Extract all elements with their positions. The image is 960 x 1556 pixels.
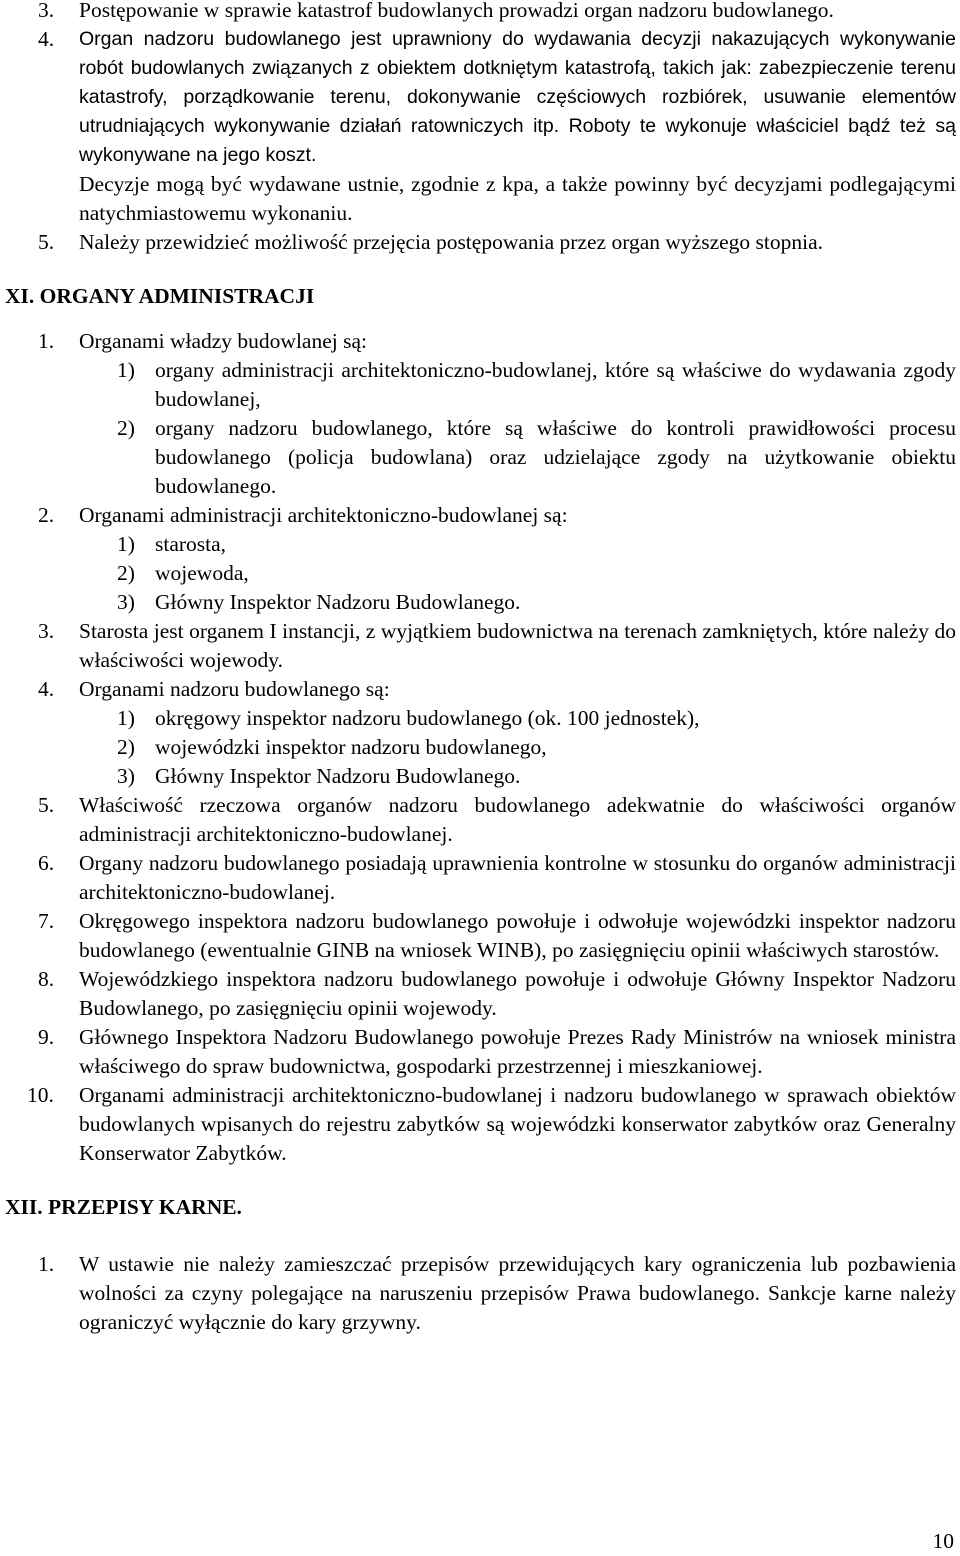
list-item-number: 4.	[38, 677, 55, 701]
xi-item-4-sub-1	[0, 704, 960, 733]
xi-item-2	[0, 501, 960, 530]
xi-item-8	[0, 965, 960, 1023]
list-item-text: Właściwość rzeczowa organów nadzoru budowlanego adekwatnie do właściwości organów administracji architektoniczno-budowlanej.	[79, 793, 956, 846]
list-item-text: Głównego Inspektora Nadzoru Budowlanego powołuje Prezes Rady Ministrów na wniosek ministra właściwego do spraw budownictwa, gospodarki przestrzennej i mieszkaniowej.	[79, 1025, 956, 1078]
sub-item-text: Główny Inspektor Nadzoru Budowlanego.	[155, 590, 521, 614]
sub-item-number: 1)	[117, 358, 135, 382]
sub-item-text: okręgowy inspektor nadzoru budowlanego (ok. 100 jednostek),	[155, 706, 700, 730]
xi-item-7	[0, 907, 960, 965]
list-item-text: Organami administracji architektoniczno-budowlanej i nadzoru budowlanego w sprawach obiektów budowlanych wpisanych do rejestru zabytków są wojewódzki konserwator zabytków oraz Generalny Konserwator Zabytków.	[79, 1083, 956, 1165]
sub-item-number: 1)	[117, 532, 135, 556]
sub-item-text: organy nadzoru budowlanego, które są właściwe do kontroli prawidłowości procesu budowlanego (policja budowlana) oraz udzielające zgody na użytkowanie obiektu budowlanego.	[155, 416, 956, 498]
xi-item-1	[0, 327, 960, 356]
list-item-number: 2.	[38, 503, 55, 527]
sub-item-number: 1)	[117, 706, 135, 730]
list-item-text: Okręgowego inspektora nadzoru budowlanego powołuje i odwołuje wojewódzki inspektor nadzoru budowlanego (ewentualnie GINB na wniosek WINB), po zasięgnięciu opinii właściwych starostów.	[79, 909, 956, 962]
list-item-text-continued: Decyzje mogą być wydawane ustnie, zgodnie z kpa, a także powinny być decyzjami podlegającymi natychmiastowemu wykonaniu.	[79, 172, 956, 225]
list-item-number: 5.	[38, 793, 55, 817]
list-item-number: 6.	[38, 851, 55, 875]
xi-item-1-sub-2	[0, 414, 960, 501]
sub-item-number: 3)	[117, 764, 135, 788]
section-heading-xi: XI. ORGANY ADMINISTRACJI	[5, 284, 315, 308]
list-item-number: 1.	[38, 1252, 55, 1276]
sub-item-text: starosta,	[155, 532, 227, 556]
list-item-number: 4.	[38, 27, 55, 51]
list-item-number: 3.	[38, 619, 55, 643]
list-item-4	[0, 25, 960, 228]
sub-item-number: 2)	[117, 735, 135, 759]
list-item-text: Starosta jest organem I instancji, z wyjątkiem budownictwa na terenach zamkniętych, które należy do właściwości wojewody.	[79, 619, 956, 672]
xi-item-9	[0, 1023, 960, 1081]
section-heading-xii: XII. PRZEPISY KARNE.	[5, 1195, 242, 1219]
list-item-number: 1.	[38, 329, 55, 353]
list-item-text: Organ nadzoru budowlanego jest uprawniony do wydawania decyzji nakazujących wykonywanie robót budowlanych związanych z obiektem dotkniętym katastrofą, takich jak: zabezpieczenie terenu katastrofy, porządkowanie terenu, dokonywanie częściowych rozbiórek, usuwanie elementów utrudniających wykonywanie działań ratowniczych itp. Roboty te wykonuje właściciel bądź też są wykonywane na jego koszt.	[79, 28, 956, 166]
page-number: 10	[932, 1529, 954, 1553]
xi-item-1-sub-1	[0, 356, 960, 414]
list-item-number: 3.	[38, 0, 55, 22]
xi-item-6	[0, 849, 960, 907]
xii-item-1	[0, 1250, 960, 1337]
sub-item-text: wojewódzki inspektor nadzoru budowlanego,	[155, 735, 547, 759]
xi-item-4-sub-2	[0, 733, 960, 762]
sub-item-number: 2)	[117, 561, 135, 585]
xi-item-5	[0, 791, 960, 849]
sub-item-text: wojewoda,	[155, 561, 249, 585]
sub-item-text: organy administracji architektoniczno-budowlanej, które są właściwe do wydawania zgody budowlanej,	[155, 358, 956, 411]
list-item-text: W ustawie nie należy zamieszczać przepisów przewidujących kary ograniczenia lub pozbawienia wolności za czyny polegające na naruszeniu przepisów Prawa budowlanego. Sankcje karne należy ograniczyć wyłącznie do kary grzywny.	[79, 1252, 956, 1334]
sub-item-text: Główny Inspektor Nadzoru Budowlanego.	[155, 764, 521, 788]
xi-item-4-sub-3	[0, 762, 960, 791]
list-item-number: 10.	[27, 1083, 54, 1107]
list-item-number: 5.	[38, 230, 55, 254]
xi-item-4	[0, 675, 960, 704]
list-item-text: Należy przewidzieć możliwość przejęcia postępowania przez organ wyższego stopnia.	[79, 230, 824, 254]
xi-item-2-sub-2	[0, 559, 960, 588]
list-item-text: Wojewódzkiego inspektora nadzoru budowlanego powołuje i odwołuje Główny Inspektor Nadzoru Budowlanego, po zasięgnięciu opinii wojewody.	[79, 967, 956, 1020]
sub-item-number: 3)	[117, 590, 135, 614]
list-item-3	[0, 0, 960, 25]
xi-item-2-sub-1	[0, 530, 960, 559]
list-item-text: Postępowanie w sprawie katastrof budowlanych prowadzi organ nadzoru budowlanego.	[79, 0, 834, 22]
xi-item-10	[0, 1081, 960, 1168]
list-item-text: Organy nadzoru budowlanego posiadają uprawnienia kontrolne w stosunku do organów administracji architektoniczno-budowlanej.	[79, 851, 956, 904]
xi-item-3	[0, 617, 960, 675]
list-item-text: Organami administracji architektoniczno-budowlanej są:	[79, 503, 568, 527]
list-item-text: Organami nadzoru budowlanego są:	[79, 677, 390, 701]
list-item-number: 7.	[38, 909, 55, 933]
list-item-5	[0, 228, 960, 257]
sub-item-number: 2)	[117, 416, 135, 440]
list-item-number: 8.	[38, 967, 55, 991]
xi-item-2-sub-3	[0, 588, 960, 617]
list-item-text: Organami władzy budowlanej są:	[79, 329, 367, 353]
list-item-number: 9.	[38, 1025, 55, 1049]
